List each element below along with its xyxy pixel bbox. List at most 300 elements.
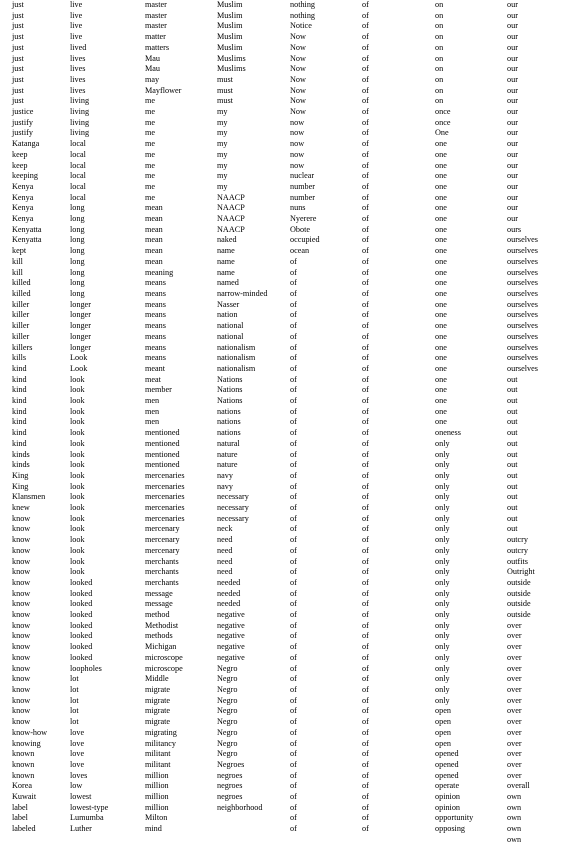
index-word: lives bbox=[70, 53, 86, 63]
index-word: long bbox=[70, 224, 85, 234]
index-row bbox=[0, 235, 567, 246]
index-word: of bbox=[362, 64, 369, 74]
index-word: of bbox=[290, 663, 297, 673]
index-word: only bbox=[435, 577, 450, 587]
index-word: long bbox=[70, 288, 85, 298]
index-row bbox=[0, 161, 567, 172]
index-word: opened bbox=[435, 749, 459, 759]
index-word: of bbox=[362, 449, 369, 459]
index-word: over bbox=[507, 620, 522, 630]
index-word: of bbox=[290, 438, 297, 448]
index-word: look bbox=[70, 503, 85, 513]
index-word: lives bbox=[70, 74, 86, 84]
index-word: Luther bbox=[70, 824, 92, 834]
index-row bbox=[0, 567, 567, 578]
index-word: million bbox=[145, 802, 169, 812]
index-word: navy bbox=[217, 481, 233, 491]
index-word: one bbox=[435, 149, 447, 159]
index-word: of bbox=[290, 449, 297, 459]
index-word: know bbox=[12, 577, 31, 587]
index-word: look bbox=[70, 406, 85, 416]
index-word: means bbox=[145, 321, 166, 331]
index-word: over bbox=[507, 695, 522, 705]
index-word: of bbox=[290, 652, 297, 662]
index-word: my bbox=[217, 149, 228, 159]
index-word: kept bbox=[12, 246, 27, 256]
index-word: know bbox=[12, 631, 31, 641]
index-word: look bbox=[70, 524, 85, 534]
index-word: outside bbox=[507, 577, 531, 587]
index-word: love bbox=[70, 759, 85, 769]
index-word: own bbox=[507, 802, 522, 812]
index-word: of bbox=[290, 524, 297, 534]
index-word: of bbox=[362, 139, 369, 149]
index-word: just bbox=[12, 53, 24, 63]
index-word: known bbox=[12, 749, 35, 759]
index-word: mercenaries bbox=[145, 470, 185, 480]
index-word: of bbox=[362, 503, 369, 513]
index-word: our bbox=[507, 139, 518, 149]
index-word: name bbox=[217, 246, 235, 256]
index-word: long bbox=[70, 256, 85, 266]
index-row bbox=[0, 107, 567, 118]
index-word: local bbox=[70, 181, 86, 191]
index-row bbox=[0, 268, 567, 279]
index-word: need bbox=[217, 535, 233, 545]
index-word: navy bbox=[217, 470, 233, 480]
index-word: ourselves bbox=[507, 299, 538, 309]
index-word: Muslim bbox=[217, 42, 243, 52]
index-word: of bbox=[290, 781, 297, 791]
index-word: me bbox=[145, 192, 156, 202]
index-row bbox=[0, 54, 567, 65]
index-word: now bbox=[290, 128, 305, 138]
index-word: looked bbox=[70, 631, 93, 641]
index-word: negroes bbox=[217, 792, 243, 802]
index-word: our bbox=[507, 53, 518, 63]
index-word: name bbox=[217, 256, 235, 266]
index-word: only bbox=[435, 620, 450, 630]
index-word: Nations bbox=[217, 374, 243, 384]
index-word: my bbox=[217, 139, 228, 149]
index-word: our bbox=[507, 117, 518, 127]
index-word: ourselves bbox=[507, 278, 538, 288]
index-word: know bbox=[12, 695, 31, 705]
index-word: our bbox=[507, 214, 518, 224]
index-word: nationalism bbox=[217, 353, 256, 363]
index-word: out bbox=[507, 513, 518, 523]
index-word: Outright bbox=[507, 567, 535, 577]
index-word: Middle bbox=[145, 674, 169, 684]
index-word: now bbox=[290, 139, 305, 149]
index-word: opportunity bbox=[435, 813, 474, 823]
index-word: only bbox=[435, 449, 450, 459]
index-word: one bbox=[435, 299, 447, 309]
index-word: on bbox=[435, 21, 444, 31]
index-word: one bbox=[435, 214, 447, 224]
index-word: of bbox=[290, 642, 297, 652]
index-word: of bbox=[362, 610, 369, 620]
index-word: master bbox=[145, 21, 167, 31]
index-word: Negro bbox=[217, 738, 238, 748]
index-word: label bbox=[12, 813, 28, 823]
index-word: know bbox=[12, 524, 31, 534]
index-word: loopholes bbox=[70, 663, 102, 673]
index-word: negative bbox=[217, 631, 245, 641]
index-word: local bbox=[70, 160, 86, 170]
index-word: militancy bbox=[145, 738, 176, 748]
index-word: message bbox=[145, 599, 173, 609]
index-word bbox=[145, 835, 217, 846]
index-word: one bbox=[435, 235, 447, 245]
index-word: once bbox=[435, 107, 451, 117]
index-word: only bbox=[435, 481, 450, 491]
index-word: of bbox=[362, 321, 369, 331]
index-word: narrow-minded bbox=[217, 288, 268, 298]
index-word: killers bbox=[12, 342, 33, 352]
index-word: of bbox=[362, 631, 369, 641]
index-word: mentioned bbox=[145, 438, 180, 448]
index-word: of bbox=[362, 717, 369, 727]
index-word: local bbox=[70, 139, 86, 149]
index-word: of bbox=[362, 21, 369, 31]
index-word: Now bbox=[290, 64, 306, 74]
index-word: one bbox=[435, 353, 447, 363]
index-word: of bbox=[290, 577, 297, 587]
index-word: of bbox=[362, 481, 369, 491]
index-word: one bbox=[435, 310, 447, 320]
index-word: of bbox=[362, 695, 369, 705]
index-word: of bbox=[362, 802, 369, 812]
index-word: only bbox=[435, 663, 450, 673]
index-row bbox=[0, 300, 567, 311]
index-word: on bbox=[435, 74, 444, 84]
index-row bbox=[0, 289, 567, 300]
index-word: my bbox=[217, 128, 228, 138]
index-word: of bbox=[362, 556, 369, 566]
index-word: must bbox=[217, 74, 233, 84]
index-word: Now bbox=[290, 107, 306, 117]
index-word: looked bbox=[70, 599, 93, 609]
index-word: one bbox=[435, 406, 447, 416]
index-word: kinds bbox=[12, 449, 30, 459]
index-word: killer bbox=[12, 321, 30, 331]
index-word: keep bbox=[12, 149, 28, 159]
index-word: ours bbox=[507, 224, 522, 234]
index-word: look bbox=[70, 567, 85, 577]
index-row bbox=[0, 749, 567, 760]
index-word: of bbox=[362, 577, 369, 587]
index-word: of bbox=[290, 588, 297, 598]
index-word: Negro bbox=[217, 717, 238, 727]
index-word: over bbox=[507, 717, 522, 727]
index-word: of bbox=[290, 610, 297, 620]
index-word: know-how bbox=[12, 727, 48, 737]
index-word: just bbox=[12, 64, 24, 74]
index-word: men bbox=[145, 417, 160, 427]
index-word: out bbox=[507, 492, 518, 502]
index-word: of bbox=[362, 353, 369, 363]
index-word: nature bbox=[217, 460, 238, 470]
index-word: outcry bbox=[507, 545, 528, 555]
index-word: over bbox=[507, 674, 522, 684]
index-word: out bbox=[507, 460, 518, 470]
index-row bbox=[0, 728, 567, 739]
index-word: of bbox=[362, 214, 369, 224]
index-word: of bbox=[290, 727, 297, 737]
index-word: methods bbox=[145, 631, 173, 641]
index-word: lowest bbox=[70, 792, 92, 802]
index-word: out bbox=[507, 417, 518, 427]
index-word: mercenaries bbox=[145, 492, 185, 502]
index-word: on bbox=[435, 42, 444, 52]
index-word: of bbox=[290, 385, 297, 395]
index-word: over bbox=[507, 685, 522, 694]
index-word: of bbox=[290, 599, 297, 609]
index-row bbox=[0, 524, 567, 535]
index-word: million bbox=[145, 792, 169, 802]
index-word: Now bbox=[290, 85, 306, 95]
index-word: nature bbox=[217, 449, 238, 459]
index-word: live bbox=[70, 32, 83, 42]
index-word: Nations bbox=[217, 396, 243, 406]
index-word: our bbox=[507, 85, 518, 95]
index-word: nuns bbox=[290, 203, 306, 213]
index-word: Nations bbox=[217, 385, 243, 395]
index-row bbox=[0, 781, 567, 792]
index-word: Methodist bbox=[145, 620, 179, 630]
index-word: militant bbox=[145, 749, 171, 759]
index-row bbox=[0, 193, 567, 204]
index-word: of bbox=[362, 278, 369, 288]
index-word: look bbox=[70, 545, 85, 555]
index-word: migrate bbox=[145, 706, 171, 716]
index-word: label bbox=[12, 802, 28, 812]
index-word: killer bbox=[12, 299, 30, 309]
index-word: once bbox=[435, 117, 451, 127]
index-word: must bbox=[217, 85, 233, 95]
index-word: mean bbox=[145, 235, 163, 245]
index-word: migrate bbox=[145, 685, 171, 694]
index-word: mean bbox=[145, 214, 163, 224]
index-word: of bbox=[362, 428, 369, 438]
index-word: Kenya bbox=[12, 192, 34, 202]
index-word: mean bbox=[145, 224, 163, 234]
index-row bbox=[0, 310, 567, 321]
index-word: Muslim bbox=[217, 21, 243, 31]
index-word: of bbox=[362, 160, 369, 170]
index-word: killed bbox=[12, 278, 31, 288]
index-word: justice bbox=[12, 107, 34, 117]
index-word: one bbox=[435, 396, 447, 406]
index-word: outside bbox=[507, 610, 531, 620]
index-row bbox=[0, 0, 567, 11]
index-word: look bbox=[70, 492, 85, 502]
index-word: mentioned bbox=[145, 460, 180, 470]
index-word: of bbox=[290, 674, 297, 684]
index-word: look bbox=[70, 470, 85, 480]
index-word: live bbox=[70, 0, 83, 9]
index-word: of bbox=[362, 567, 369, 577]
index-word: meant bbox=[145, 363, 166, 373]
index-row bbox=[0, 353, 567, 364]
index-word: of bbox=[362, 256, 369, 266]
index-word: of bbox=[290, 620, 297, 630]
index-word: me bbox=[145, 160, 156, 170]
index-row bbox=[0, 653, 567, 664]
index-word: means bbox=[145, 278, 166, 288]
index-word: of bbox=[290, 406, 297, 416]
index-word: out bbox=[507, 438, 518, 448]
index-word: our bbox=[507, 42, 518, 52]
index-word: militant bbox=[145, 759, 171, 769]
index-word: on bbox=[435, 0, 444, 9]
index-word: know bbox=[12, 567, 31, 577]
index-word: opinion bbox=[435, 802, 461, 812]
index-word: Negro bbox=[217, 674, 238, 684]
index-word: knew bbox=[12, 503, 30, 513]
index-word: ourselves bbox=[507, 321, 538, 331]
index-word: over bbox=[507, 759, 522, 769]
index-word: Notice bbox=[290, 21, 312, 31]
index-word: King bbox=[12, 481, 29, 491]
index-word: kill bbox=[12, 256, 23, 266]
index-word: of bbox=[362, 813, 369, 823]
index-row bbox=[0, 257, 567, 268]
index-row bbox=[0, 664, 567, 675]
index-word: Obote bbox=[290, 224, 311, 234]
index-row bbox=[0, 171, 567, 182]
index-word: of bbox=[362, 342, 369, 352]
index-word: looked bbox=[70, 588, 93, 598]
index-word: operate bbox=[435, 781, 460, 791]
index-word: Nasser bbox=[217, 299, 240, 309]
index-word: kinds bbox=[12, 460, 30, 470]
index-word: only bbox=[435, 556, 450, 566]
index-word: only bbox=[435, 588, 450, 598]
index-word bbox=[435, 835, 507, 846]
index-row bbox=[0, 118, 567, 129]
index-word: negative bbox=[217, 642, 245, 652]
index-word: only bbox=[435, 438, 450, 448]
index-word bbox=[217, 835, 290, 846]
index-word: ourselves bbox=[507, 267, 538, 277]
index-word: know bbox=[12, 620, 31, 630]
index-word: living bbox=[70, 128, 90, 138]
index-word: of bbox=[290, 470, 297, 480]
index-word: of bbox=[362, 438, 369, 448]
index-row bbox=[0, 471, 567, 482]
index-word: of bbox=[362, 460, 369, 470]
index-word: look bbox=[70, 449, 85, 459]
index-word: of bbox=[362, 685, 369, 694]
index-word: nationalism bbox=[217, 342, 256, 352]
index-word: neighborhood bbox=[217, 802, 263, 812]
index-word: Michigan bbox=[145, 642, 177, 652]
index-word: of bbox=[290, 374, 297, 384]
index-word: necessary bbox=[217, 492, 249, 502]
index-word: our bbox=[507, 192, 518, 202]
index-word: nation bbox=[217, 310, 238, 320]
index-word: me bbox=[145, 128, 156, 138]
index-word: loves bbox=[70, 770, 88, 780]
index-word: only bbox=[435, 524, 450, 534]
index-word: migrate bbox=[145, 717, 171, 727]
index-word: look bbox=[70, 438, 85, 448]
index-row bbox=[0, 706, 567, 717]
index-word: over bbox=[507, 642, 522, 652]
index-word: of bbox=[362, 727, 369, 737]
index-row bbox=[0, 610, 567, 621]
index-word: opinion bbox=[435, 792, 461, 802]
index-word: message bbox=[145, 588, 173, 598]
index-word: one bbox=[435, 160, 447, 170]
index-word: me bbox=[145, 149, 156, 159]
index-word: know bbox=[12, 685, 31, 694]
index-row bbox=[0, 396, 567, 407]
index-word: master bbox=[145, 0, 167, 9]
index-word: long bbox=[70, 203, 85, 213]
index-word: of bbox=[362, 535, 369, 545]
index-row bbox=[0, 813, 567, 824]
index-word: know bbox=[12, 599, 31, 609]
index-word: need bbox=[217, 567, 233, 577]
index-word: million bbox=[145, 781, 169, 791]
index-row bbox=[0, 589, 567, 600]
index-row bbox=[0, 771, 567, 782]
index-word: open bbox=[435, 738, 451, 748]
index-row bbox=[0, 32, 567, 43]
index-word: my bbox=[217, 117, 228, 127]
index-word: means bbox=[145, 331, 166, 341]
index-word: ourselves bbox=[507, 363, 538, 373]
index-word: mercenaries bbox=[145, 503, 185, 513]
index-word: Look bbox=[70, 363, 88, 373]
index-word: longer bbox=[70, 299, 91, 309]
index-word: local bbox=[70, 171, 86, 181]
index-word: of bbox=[362, 513, 369, 523]
index-word: open bbox=[435, 717, 451, 727]
index-word: Kenya bbox=[12, 181, 34, 191]
index-word: only bbox=[435, 513, 450, 523]
index-row bbox=[0, 503, 567, 514]
index-word: of bbox=[290, 706, 297, 716]
index-word: NAACP bbox=[217, 224, 245, 234]
index-word: neck bbox=[217, 524, 233, 534]
index-word: Now bbox=[290, 74, 306, 84]
index-word: of bbox=[290, 792, 297, 802]
index-word: of bbox=[362, 203, 369, 213]
index-word: outcry bbox=[507, 535, 528, 545]
index-word: of bbox=[362, 406, 369, 416]
index-word: national bbox=[217, 331, 244, 341]
index-word: longer bbox=[70, 331, 91, 341]
index-word: our bbox=[507, 160, 518, 170]
index-word: means bbox=[145, 353, 166, 363]
index-word: of bbox=[362, 0, 369, 9]
index-word: just bbox=[12, 21, 24, 31]
index-word: just bbox=[12, 42, 24, 52]
index-row bbox=[0, 182, 567, 193]
index-word: low bbox=[70, 781, 83, 791]
index-word: mercenaries bbox=[145, 481, 185, 491]
index-word: on bbox=[435, 10, 444, 20]
index-word: Negro bbox=[217, 706, 238, 716]
index-word: means bbox=[145, 288, 166, 298]
index-word: of bbox=[362, 824, 369, 834]
index-word: out bbox=[507, 503, 518, 513]
index-row bbox=[0, 428, 567, 439]
